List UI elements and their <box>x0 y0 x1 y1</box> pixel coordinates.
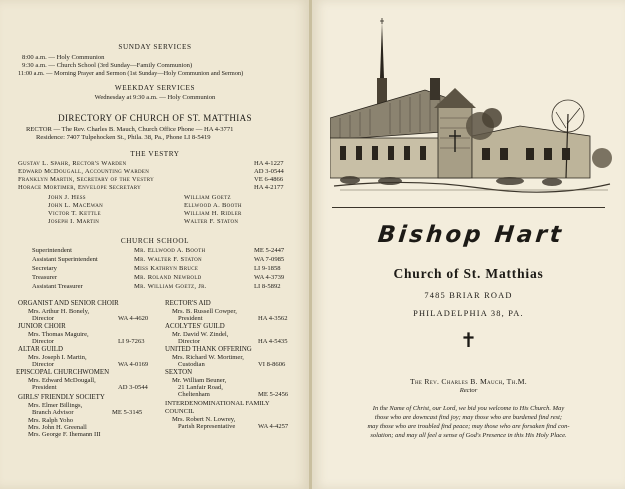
group-phone: HA 4-3562 <box>258 315 288 322</box>
school-name: Miss Kathryn Bruce <box>134 265 199 272</box>
vestry-phone: HA 4-2177 <box>254 184 284 191</box>
directory-heading: DIRECTORY OF CHURCH OF ST. MATTHIAS <box>58 113 252 123</box>
group-line: Mrs. George F. Ihemann III <box>28 431 101 438</box>
vestry-officer: Franklyn Martin, Secretary of the Vestry <box>18 176 155 183</box>
vestry-member: Victor T. Kettle <box>48 210 101 217</box>
vestry-heading: THE VESTRY <box>130 150 180 158</box>
group-title: UNITED THANK OFFERING <box>165 346 252 353</box>
cross-icon: ✝ <box>460 330 477 352</box>
group-line: Mrs. Elmer Billings, <box>28 402 83 409</box>
group-phone: VI 8-8606 <box>258 361 286 368</box>
group-title: EPISCOPAL CHURCHWOMEN <box>16 369 110 376</box>
group-phone: WA 4-4620 <box>118 315 149 322</box>
group-phone: ME 5-3145 <box>112 409 143 416</box>
group-phone: WA 4-0169 <box>118 361 149 368</box>
vestry-member: Joseph I. Martin <box>48 218 100 225</box>
group-line: Mrs. B. Russell Cowper, <box>172 308 237 315</box>
group-phone: AD 3-0544 <box>118 384 148 391</box>
group-line: Director <box>32 361 54 368</box>
school-role: Superintendent <box>32 247 72 254</box>
group-line: Director <box>32 338 54 345</box>
group-title: JUNIOR CHOIR <box>18 323 66 330</box>
group-phone: WA 4-4257 <box>258 423 289 430</box>
school-name: Mr. Ellwood A. Booth <box>134 247 206 254</box>
group-line: Mrs. John H. Greenall <box>28 424 87 431</box>
sunday-line: 11:00 a.m. — Morning Prayer and Sermon (1st Sunday—Holy Communion and Sermon) <box>18 70 244 77</box>
vestry-member: William H. Ridler <box>184 210 242 217</box>
street-address: 7485 BRIAR ROAD <box>424 291 513 300</box>
school-phone: LI 9-1858 <box>254 265 281 272</box>
left-page <box>0 0 310 489</box>
vestry-member: John L. MacEwan <box>48 202 104 209</box>
vestry-officer: Horace Mortimer, Envelope Secretary <box>18 184 142 191</box>
vestry-phone: AD 3-0544 <box>254 168 284 175</box>
school-name: Mr. William Goetz, Jr. <box>134 283 207 290</box>
school-role: Assistant Superintendent <box>32 256 98 263</box>
school-phone: WA 7-0985 <box>254 256 285 263</box>
church-illustration <box>330 18 615 198</box>
church-school-heading: CHURCH SCHOOL <box>120 237 190 245</box>
group-line: Custodian <box>178 361 205 368</box>
city-address: PHILADELPHIA 38, PA. <box>413 309 524 318</box>
group-phone: HA 4-5435 <box>258 338 288 345</box>
group-line: Mrs. Joseph I. Martin, <box>28 354 87 361</box>
divider-rule <box>332 207 605 208</box>
welcome-line: may those who are troubled find peace; may those who are forsaken find con- <box>367 423 570 430</box>
vestry-phone: HA 4-1227 <box>254 160 284 167</box>
group-title: INTERDENOMINATIONAL FAMILY COUNCIL <box>165 400 270 415</box>
group-title: GIRLS' FRIENDLY SOCIETY <box>18 394 105 401</box>
school-role: Assistant Treasurer <box>32 283 83 290</box>
group-line: Mr. David W. Zindel, <box>172 331 229 338</box>
sunday-line: 9:30 a.m. — Church School (3rd Sunday—Family Communion) <box>22 62 193 69</box>
school-role: Treasurer <box>32 274 58 281</box>
group-line: Cheltenham <box>178 391 210 398</box>
bishop-hart-title: Bishop Hart <box>376 222 566 248</box>
group-line: 21 Lanfair Road, <box>178 384 223 391</box>
school-role: Secretary <box>32 265 57 272</box>
group-line: Mrs. Ralph Yoho <box>28 417 74 424</box>
group-title: ALTAR GUILD <box>18 346 63 353</box>
school-phone: ME 5-2447 <box>254 247 285 254</box>
group-line: Director <box>32 315 54 322</box>
group-line: President <box>32 384 57 391</box>
group-line: Mrs. Richard W. Mortimer, <box>172 354 244 361</box>
vestry-member: Ellwood A. Booth <box>184 202 242 209</box>
rector-line: RECTOR — The Rev. Charles B. Mauch, Church Office Phone — HA 4-3771 <box>26 126 234 133</box>
vestry-officer: Gustav L. Spahr, Rector's Warden <box>18 160 127 167</box>
vestry-member: Walter F. Staton <box>184 218 239 225</box>
group-title: RECTOR'S AID <box>165 300 211 307</box>
welcome-line: In the Name of Christ, our Lord, we bid you welcome to His Church. May <box>372 405 565 412</box>
group-line: Mr. William Beuner, <box>172 377 227 384</box>
welcome-line: solation; and may all feel a sense of God's Presence in this His Holy Place. <box>370 432 567 439</box>
group-line: Branch Advisor <box>32 409 74 416</box>
group-title: SEXTON <box>165 369 193 376</box>
rector-title: Rector <box>459 387 478 394</box>
group-phone: LI 9-7263 <box>118 338 145 345</box>
welcome-line: those who are downcast find joy; may those who are burdened find rest; <box>374 414 563 421</box>
group-line: Mrs. Edward McDougall, <box>28 377 96 384</box>
group-title: ACOLYTES' GUILD <box>165 323 225 330</box>
group-line: Parish Representative <box>178 423 236 430</box>
group-line: Mrs. Robert N. Lowrey, <box>172 416 236 423</box>
school-name: Mr. Walter F. Staton <box>134 256 202 263</box>
sunday-line: 8:00 a.m. — Holy Communion <box>22 54 105 61</box>
vestry-phone: VE 6-4866 <box>254 176 284 183</box>
sunday-services-heading: SUNDAY SERVICES <box>118 43 192 51</box>
group-line: President <box>178 315 203 322</box>
group-line: Director <box>178 338 200 345</box>
school-name: Mr. Roland Newbold <box>134 274 202 281</box>
weekday-line: Wednesday at 9:30 a.m. — Holy Communion <box>94 94 216 101</box>
group-line: Mrs. Thomas Maguire, <box>28 331 89 338</box>
group-title: ORGANIST AND SENIOR CHOIR <box>18 300 119 307</box>
vestry-officer: Edward McDougall, Accounting Warden <box>18 168 150 175</box>
vestry-member: John J. Hess <box>48 194 86 201</box>
school-phone: WA 4-3739 <box>254 274 285 281</box>
group-line: Mrs. Arthur H. Bonely, <box>28 308 90 315</box>
school-phone: LI 8-5892 <box>254 283 281 290</box>
right-page <box>312 0 625 489</box>
church-name: Church of St. Matthias <box>393 266 544 281</box>
rector-name: The Rev. Charles B. Mauch, Th.M. <box>410 377 527 386</box>
group-phone: ME 5-2456 <box>258 391 289 398</box>
residence-line: Residence: 7407 Tulpehocken St., Phila. 38, Pa., Phone LI 8-5419 <box>36 134 211 141</box>
weekday-services-heading: WEEKDAY SERVICES <box>114 84 196 92</box>
vestry-member: William Goetz <box>184 194 231 201</box>
